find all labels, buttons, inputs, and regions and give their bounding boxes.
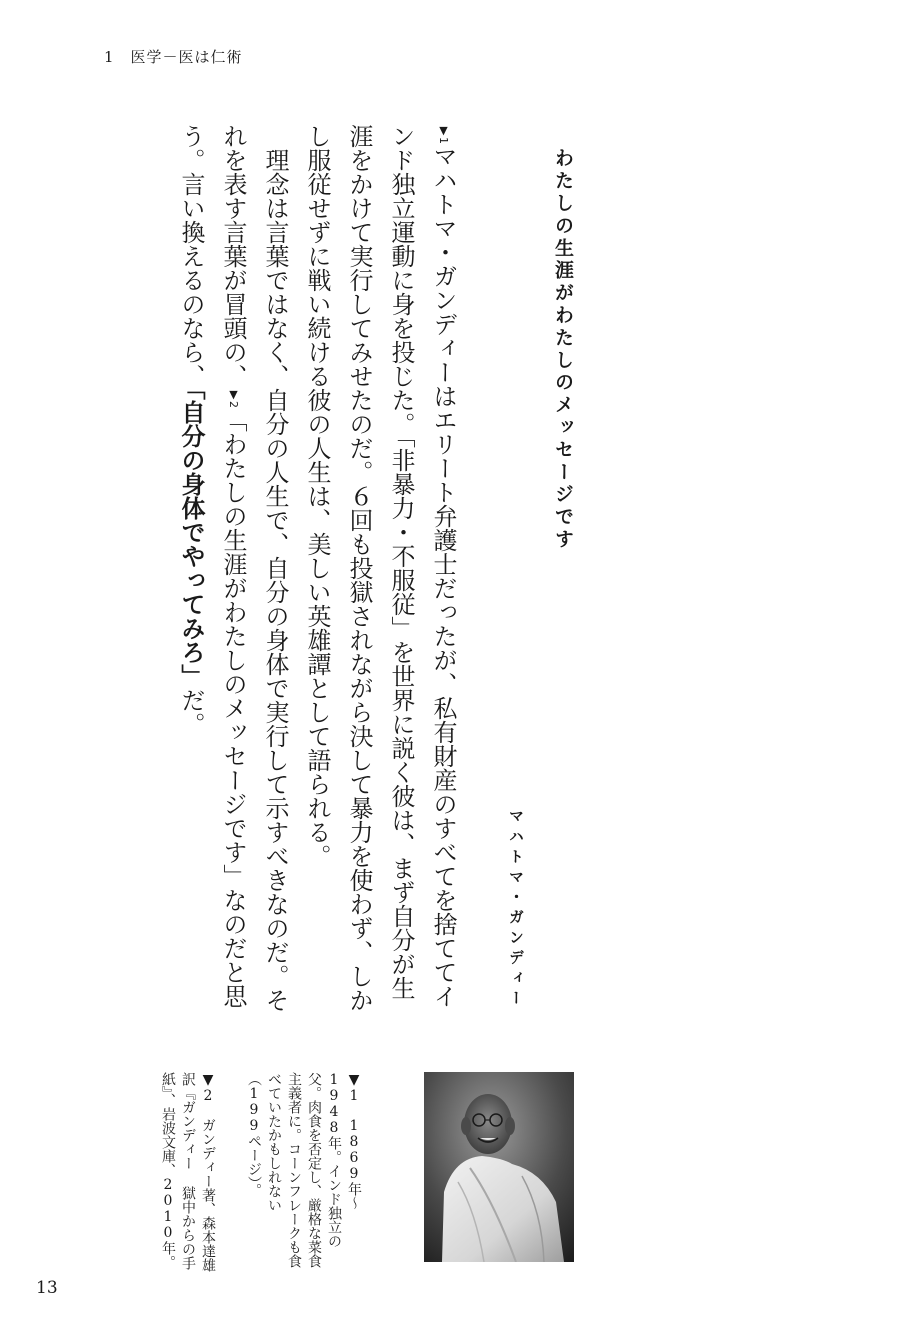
- paragraph-2-text-a: 理念は言葉ではなく、自分の人生で、自分の身体で実行して示すべきなのだ。それを表す言葉が冒頭の、: [219, 124, 289, 1012]
- footnote-ref-1[interactable]: ▼1: [437, 124, 450, 144]
- footnotes: [158, 1072, 364, 1272]
- body-text: [170, 124, 464, 1014]
- paragraph-2-text-b: 「わたしの生涯がわたしのメッセージです」なのだと思う。言い換えるのなら、: [177, 124, 247, 1008]
- paragraph-1-text: マハトマ・ガンディーはエリート弁護士だったが、私有財産のすべてを捨ててインド独立運動に身を投じた。「非暴力・不服従」を世界に説く彼は、まず自分が生涯をかけて実行してみせたのだ。６回も投獄されながら決して暴力を使わず、しかし服従せずに戦い続ける彼の人生は、美しい英雄譚として語られる。: [303, 124, 457, 1012]
- footnote-ref-2[interactable]: ▼2: [227, 388, 240, 408]
- quote-author: マハトマ・ガンディー: [507, 808, 525, 1010]
- page-number: 13: [36, 1278, 58, 1298]
- paragraph-2: [170, 124, 296, 1014]
- running-head: 1 医学－医は仁術: [104, 48, 243, 66]
- gandhi-portrait-photo: [424, 1072, 574, 1262]
- footnote-2: ▼2 ガンディー著、森本達雄訳『ガンディー 獄中からの手紙』、岩波文庫、2010年。: [160, 1072, 216, 1272]
- paragraph-2-text-c: だ。: [177, 688, 205, 736]
- footnote-1: ▼1 1869年～1948年。インド独立の父。肉食を否定し、厳格な菜食主義者に。コーンフレークも食べていたかもしれない（199ページ）。: [246, 1072, 362, 1268]
- quote-title: わたしの生涯がわたしのメッセージです: [552, 148, 574, 552]
- emphasis-phrase: 「自分の身体でやってみろ」: [177, 388, 205, 688]
- paragraph-1: [296, 124, 464, 1014]
